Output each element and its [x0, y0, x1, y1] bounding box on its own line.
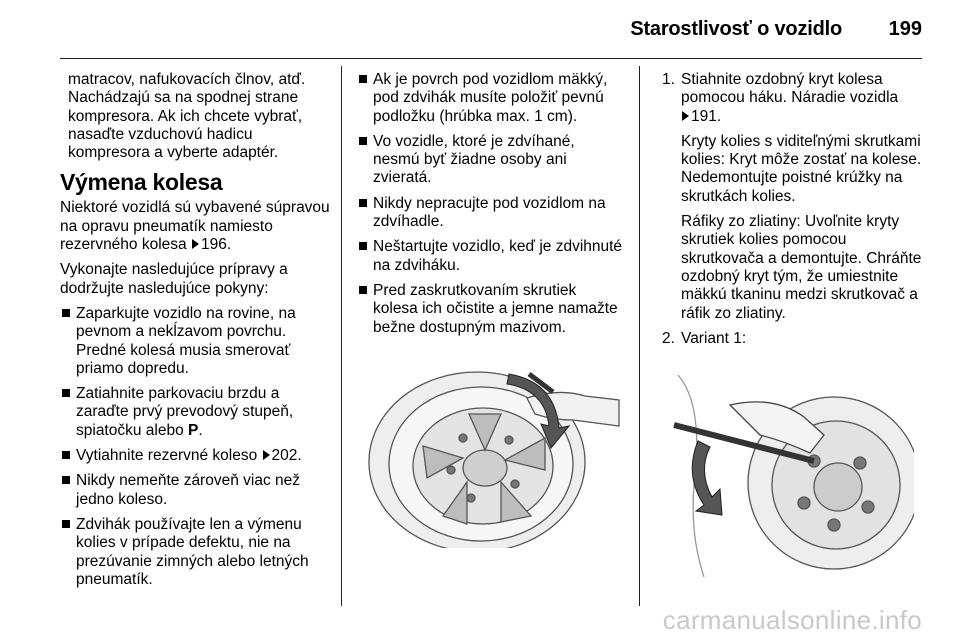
- step-note: Ráfiky zo zliatiny: Uvoľnite kryty skrutiek kolies pomocou skrutkovača a demontujte. Chráňte ozdobný kryt tým, že umiestnite mäkkú tkaninu medzi skrutkovač a ráfik zo zliatiny.: [681, 213, 922, 322]
- column-middle: [357, 71, 625, 344]
- column-divider-left: [341, 66, 342, 606]
- reference-arrow-icon: [682, 111, 689, 121]
- bullet-icon: [62, 451, 70, 459]
- reference-arrow-icon: [263, 450, 270, 460]
- list-item: Vo vozidle, ktoré je zdvíhané, nesmú byť žiadne osoby ani zvieratá.: [357, 133, 625, 188]
- wheel-cover-removal-illustration: [359, 334, 621, 548]
- bullet-icon: [62, 520, 70, 528]
- paragraph-text: Niektoré vozidlá sú vybavené súpravou na opravu pneumatík namiesto rezervného kolesa: [60, 199, 330, 254]
- header-rule: [60, 58, 922, 59]
- bullet-icon: [62, 309, 70, 317]
- list-item: Zatiahnite parkovaciu brzdu a zaraďte prvý prevodový stupeň, spiatočku alebo P.: [60, 385, 330, 440]
- page-reference: 202.: [271, 447, 302, 465]
- reference-arrow-icon: [192, 239, 199, 249]
- section-heading: Výmena kolesa: [60, 169, 223, 196]
- bullet-icon: [359, 137, 367, 145]
- page-header: [60, 18, 922, 48]
- list-item: Nikdy nepracujte pod vozidlom na zdvíhadle.: [357, 195, 625, 232]
- intro-paragraph: matracov, nafukovacích člnov, atď. Nachádzajú sa na spodnej strane kompresora. Ak ich chcete vybrať, nasaďte vzduchovú hadicu kompresora a vyberte adaptér.: [68, 71, 306, 162]
- wheel-bolt-loosening-illustration: [664, 365, 914, 577]
- list-item: Ak je povrch pod vozidlom mäkký, pod zdvihák musíte položiť pevnú podložku (hrúbka max. 1 cm).: [357, 71, 625, 126]
- list-item: Neštartujte vozidlo, keď je zdvihnuté na zdviháku.: [357, 238, 625, 275]
- column-left: [60, 71, 330, 596]
- step-text: Stiahnite ozdobný kryt kolesa pomocou háku. Náradie vozidla 191.: [681, 71, 899, 125]
- column-right: [662, 71, 924, 355]
- bullet-icon: [359, 242, 367, 250]
- bullet-icon: [62, 476, 70, 484]
- column-divider-right: [639, 66, 640, 606]
- list-item: Nikdy nemeňte zároveň viac než jedno koleso.: [60, 472, 330, 509]
- watermark: carmanualsonline.info: [662, 605, 922, 635]
- list-item: Zdvihák používajte len a výmenu kolies v prípade defektu, nie na prezúvanie zimných alebo letných pneumatík.: [60, 516, 330, 589]
- bullet-icon: [62, 389, 70, 397]
- list-item: Vytiahnite rezervné koleso 202.: [60, 447, 330, 465]
- paragraph-preparations: Vykonajte nasledujúce prípravy a dodržujte nasledujúce pokyny:: [60, 261, 288, 297]
- step-text: Variant 1:: [681, 329, 747, 347]
- bullet-list: [357, 71, 625, 337]
- page-number: 199: [888, 18, 922, 40]
- bullet-icon: [359, 199, 367, 207]
- step-note: Kryty kolies s viditeľnými skrutkami kolies: Kryt môže zostať na kolese. Nedemontujte poistné krúžky na skrutkách kolies.: [681, 132, 922, 205]
- bullet-icon: [359, 75, 367, 83]
- page-reference: 196.: [200, 236, 232, 254]
- paragraph-repair-kit: [60, 199, 330, 254]
- step-number: 1.: [662, 71, 675, 88]
- list-item: Pred zaskrutkovaním skrutiek kolesa ich očistite a jemne namažte bežne dostupným mazivom.: [357, 282, 625, 337]
- step-item: [662, 330, 924, 348]
- step-number: 2.: [662, 329, 675, 347]
- bullet-list: [60, 305, 330, 589]
- step-list: [662, 71, 924, 348]
- page-title: Starostlivosť o vozidlo: [630, 18, 842, 40]
- page-reference: 191.: [691, 107, 722, 125]
- bullet-icon: [359, 286, 367, 294]
- list-item: Zaparkujte vozidlo na rovine, na pevnom a nekĺzavom povrchu. Predné kolesá musia smerovať priamo dopredu.: [60, 305, 330, 378]
- step-item: [662, 71, 924, 323]
- gear-position-p: P: [188, 421, 199, 439]
